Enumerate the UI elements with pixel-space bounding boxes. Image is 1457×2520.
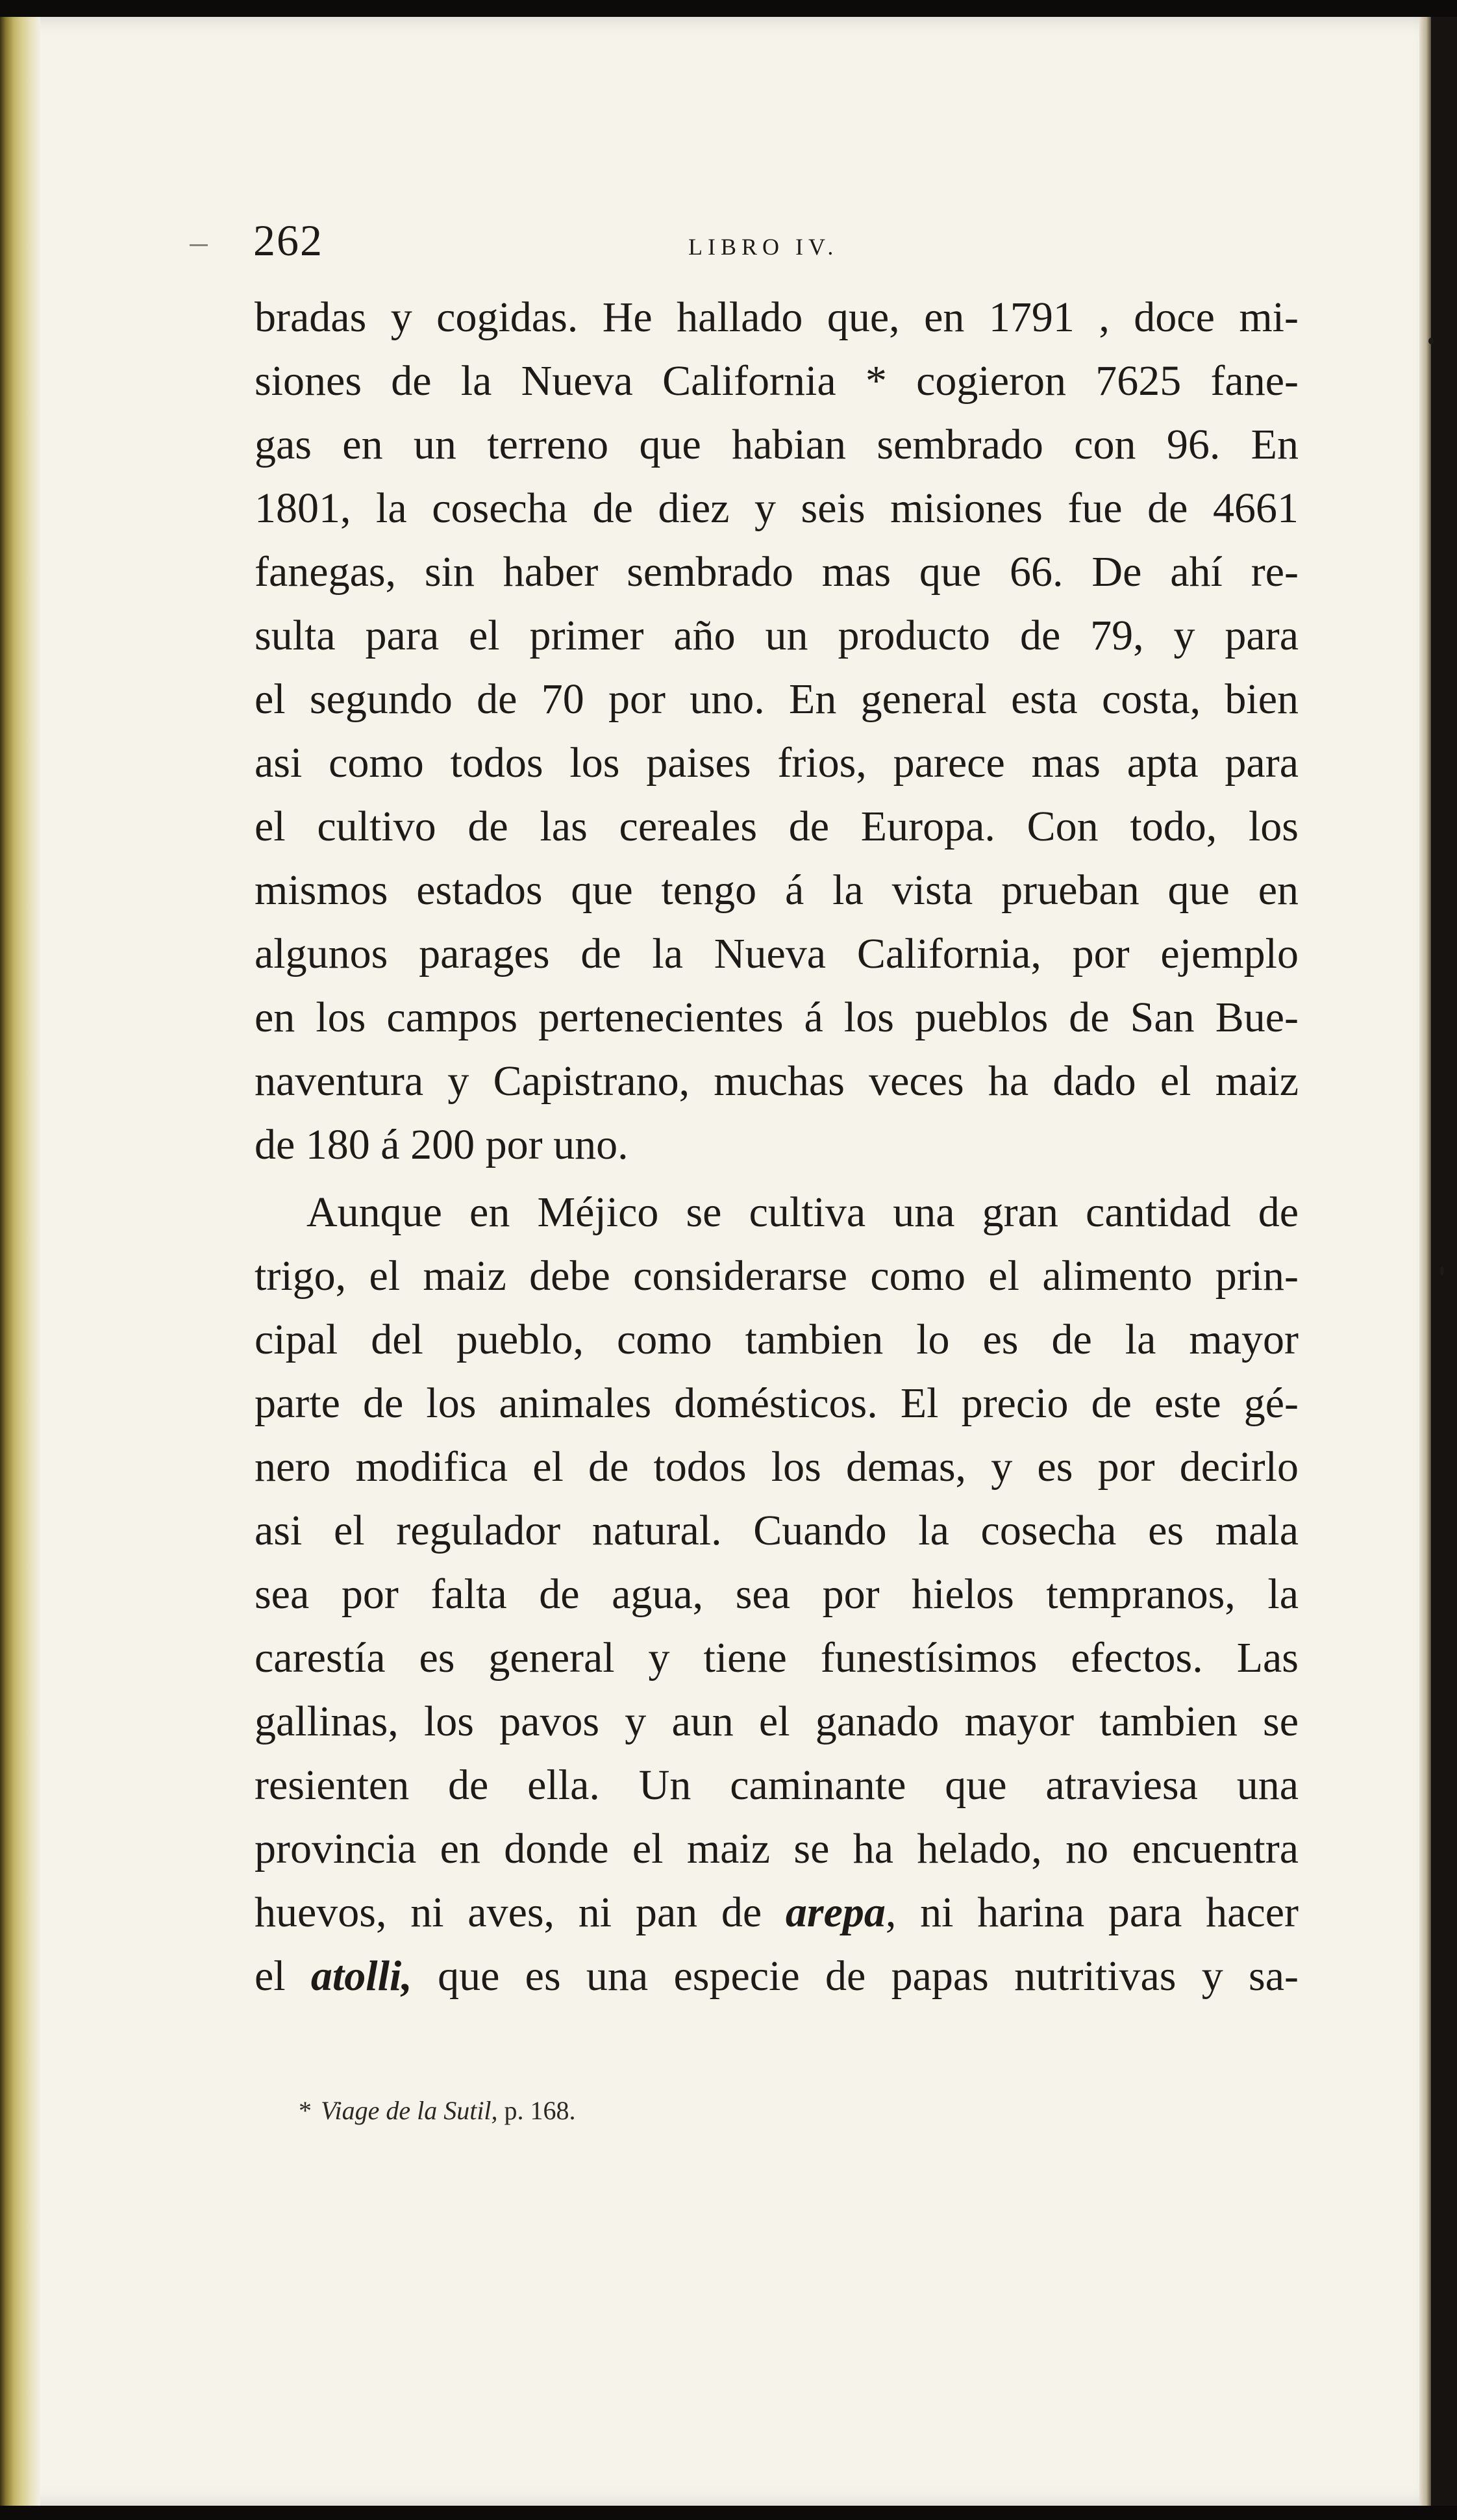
footnote-page: p. 168. bbox=[497, 2096, 576, 2125]
text-line-15: Aunque en Méjico se cultiva una gran cantidad de bbox=[306, 1189, 1299, 1236]
text-line-5: fanegas, sin haber sembrado mas que 66. De ahí re- bbox=[255, 548, 1299, 596]
page-header bbox=[253, 214, 1299, 279]
footnote-source: Viage de la Sutil, bbox=[321, 2096, 498, 2125]
text-line-12: en los campos pertenecientes á los pueblos de San Bue- bbox=[255, 994, 1299, 1041]
scan-bottom-border bbox=[0, 2506, 1457, 2520]
page-number: 262 bbox=[253, 216, 323, 265]
text-line-1: bradas y cogidas. He hallado que, en 1791 , doce mi- bbox=[255, 294, 1299, 341]
margin-speck bbox=[1440, 1266, 1444, 1276]
text-line-21: sea por falta de agua, sea por hielos tempranos, la bbox=[255, 1570, 1299, 1618]
text-line-26: huevos, ni aves, ni pan de arepa, ni harina para hacer bbox=[255, 1889, 1299, 1936]
text-line-6: sulta para el primer año un producto de 79, y para bbox=[255, 612, 1299, 659]
paragraph-2 bbox=[255, 1181, 1299, 1881]
body-text bbox=[255, 286, 1299, 2008]
text-line-10: mismos estados que tengo á la vista prueban que en bbox=[255, 866, 1299, 914]
text-line-27: el atolli, que es una especie de papas nutritivas y sa- bbox=[255, 1952, 1299, 2000]
text-line-23: gallinas, los pavos y aun el ganado mayor tambien se bbox=[255, 1698, 1299, 1745]
text-line-7: el segundo de 70 por uno. En general esta costa, bien bbox=[255, 675, 1299, 723]
footnote bbox=[299, 2091, 1273, 2130]
text-line-3: gas en un terreno que habian sembrado con 96. En bbox=[255, 421, 1299, 468]
scan-top-border bbox=[0, 0, 1457, 17]
text-line-14: de 180 á 200 por uno. bbox=[255, 1121, 629, 1168]
book-binding-edge bbox=[0, 17, 40, 2506]
text-line-4: 1801, la cosecha de diez y seis misiones fue de 4661 bbox=[255, 485, 1299, 532]
running-head: LIBRO IV. bbox=[688, 234, 839, 260]
text-line-20: asi el regulador natural. Cuando la cosecha es mala bbox=[255, 1507, 1299, 1554]
text-line-24: resienten de ella. Un caminante que atraviesa una bbox=[255, 1761, 1299, 1809]
margin-dash bbox=[190, 244, 208, 246]
footnote-marker: * bbox=[299, 2096, 312, 2125]
margin-speck bbox=[1428, 338, 1434, 344]
text-line-2: siones de la Nueva California * cogieron 7625 fane- bbox=[255, 357, 1299, 405]
italic-term-atolli: atolli, bbox=[310, 1952, 412, 2000]
text-line-13: naventura y Capistrano, muchas veces ha dado el maiz bbox=[255, 1057, 1299, 1105]
text-line-11: algunos parages de la Nueva California, por ejemplo bbox=[255, 930, 1299, 977]
text-line-8: asi como todos los paises frios, parece mas apta para bbox=[255, 739, 1299, 787]
text-line-17: cipal del pueblo, como tambien lo es de la mayor bbox=[255, 1316, 1299, 1363]
text-line-18: parte de los animales domésticos. El precio de este gé- bbox=[255, 1380, 1299, 1427]
italic-term-arepa: arepa bbox=[785, 1889, 886, 1936]
text-line-25: provincia en donde el maiz se ha helado, no encuentra bbox=[255, 1825, 1299, 1872]
text-line-16: trigo, el maiz debe considerarse como el alimento prin- bbox=[255, 1252, 1299, 1300]
text-line-22: carestía es general y tiene funestísimos efectos. Las bbox=[255, 1634, 1299, 1682]
page-right-edge bbox=[1419, 17, 1431, 2506]
text-line-9: el cultivo de las cereales de Europa. Con todo, los bbox=[255, 803, 1299, 850]
text-line-19: nero modifica el de todos los demas, y es por decirlo bbox=[255, 1443, 1299, 1491]
paragraph-1 bbox=[255, 286, 1299, 1177]
